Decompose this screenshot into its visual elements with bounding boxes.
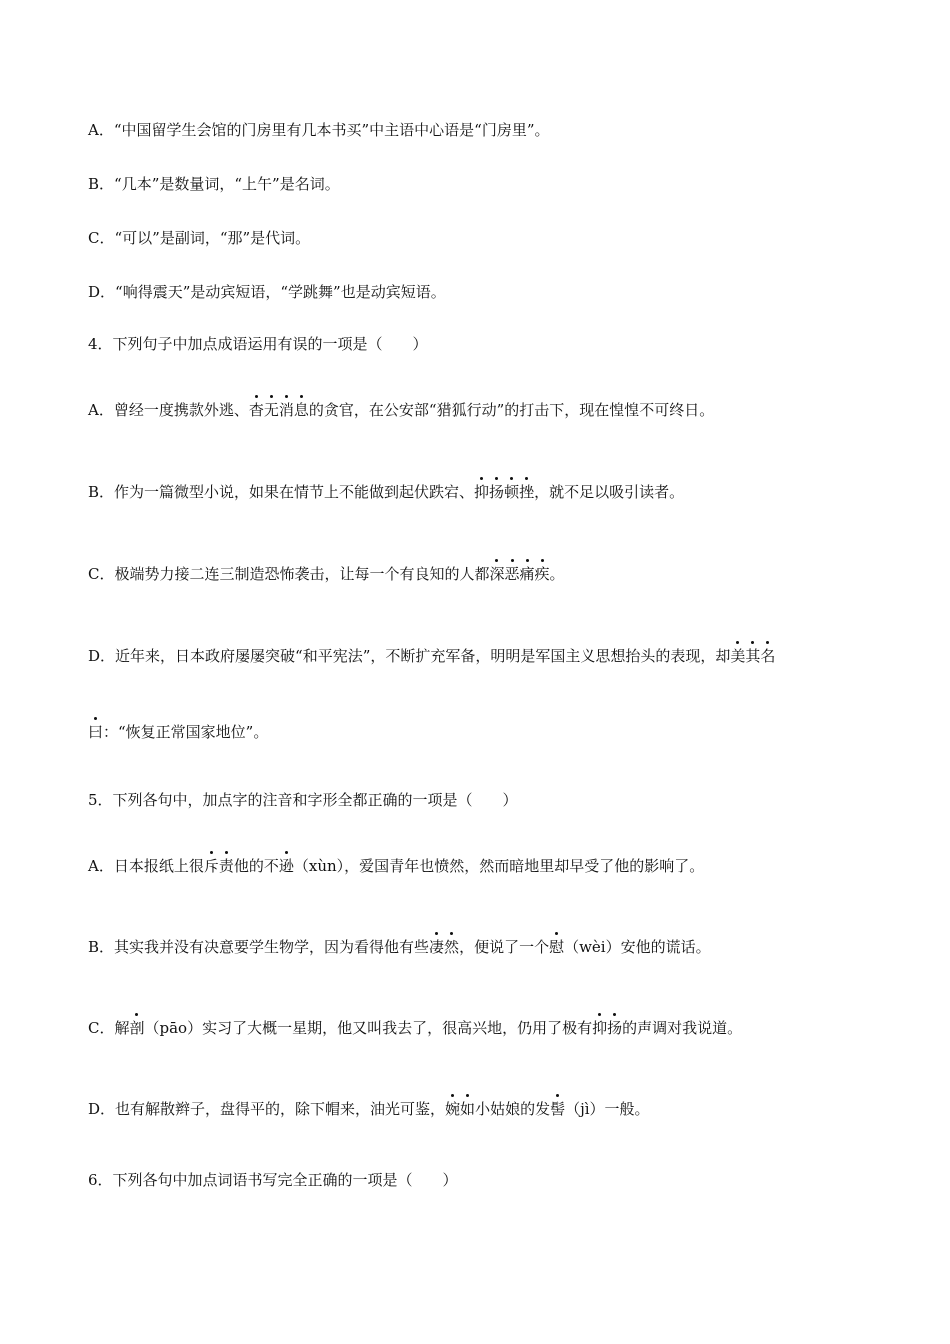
emphasis-char: 抑 <box>592 1019 608 1037</box>
q3-option-b: B．“几本”是数量词，“上午”是名词。 <box>88 175 340 193</box>
emphasis-char: 深 <box>489 565 505 583</box>
q5-option-c: C．解剖（pāo）实习了大概一星期，他又叫我去了，很高兴地，仍用了极有抑扬的声调对我说道。 <box>88 1019 743 1037</box>
emphasis-char: 慰 <box>549 938 565 956</box>
q4-option-d: D．近年来，日本政府屡屡突破“和平宪法”，不断扩充军备，明明是军国主义思想抬头的表现，却美其名 <box>88 647 776 665</box>
q3-option-d: D．“响得震天”是动宾短语，“学跳舞”也是动宾短语。 <box>88 283 446 301</box>
q5-option-d: D．也有解散辫子，盘得平的，除下帽来，油光可鉴，婉如小姑娘的发髻（jì）一般。 <box>88 1100 650 1118</box>
emphasis-char: 责 <box>218 857 234 875</box>
emphasis-char: 剖 <box>129 1019 145 1037</box>
q6-stem: 6．下列各句中加点词语书写完全正确的一项是（ ） <box>88 1171 458 1189</box>
emphasis-char: 息 <box>293 401 309 419</box>
emphasis-char: 斥 <box>203 857 219 875</box>
q5-stem: 5．下列各句中，加点字的注音和字形全都正确的一项是（ ） <box>88 791 518 809</box>
emphasis-char: 名 <box>760 647 776 665</box>
emphasis-char: 挫 <box>519 483 535 501</box>
emphasis-char: 婉 <box>445 1100 461 1118</box>
q4-option-a: A．曾经一度携款外逃、杳无消息的贪官，在公安部“猎狐行动”的打击下，现在惶惶不可终日。 <box>88 401 715 419</box>
emphasis-char: 美 <box>730 647 746 665</box>
emphasis-char: 然 <box>444 938 460 956</box>
emphasis-char: 如 <box>460 1100 476 1118</box>
emphasis-char: 痛 <box>519 565 535 583</box>
emphasis-char: 杳 <box>248 401 264 419</box>
emphasis-char: 顿 <box>504 483 520 501</box>
emphasis-char: 疾 <box>534 565 550 583</box>
emphasis-char: 扬 <box>607 1019 623 1037</box>
q4-option-b: B．作为一篇微型小说，如果在情节上不能做到起伏跌宕、抑扬顿挫，就不足以吸引读者。 <box>88 483 685 501</box>
q5-option-b: B．其实我并没有决意要学生物学，因为看得他有些凄然，便说了一个慰（wèi）安他的谎话。 <box>88 938 711 956</box>
emphasis-char: 恶 <box>504 565 520 583</box>
q3-option-c: C．“可以”是副词，“那”是代词。 <box>88 229 311 247</box>
q3-option-a: A．“中国留学生会馆的门房里有几本书买”中主语中心语是“门房里”。 <box>88 121 550 139</box>
q5-option-a: A．日本报纸上很斥责他的不逊（xùn），爱国青年也愤然，然而暗地里却早受了他的影响了。 <box>88 857 705 875</box>
q4-option-d-continued: 曰：“恢复正常国家地位”。 <box>88 723 269 741</box>
emphasis-char: 抑 <box>474 483 490 501</box>
q4-option-c: C．极端势力接二连三制造恐怖袭击，让每一个有良知的人都深恶痛疾。 <box>88 565 565 583</box>
emphasis-char: 消 <box>278 401 294 419</box>
emphasis-char: 无 <box>263 401 279 419</box>
emphasis-char: 曰 <box>88 723 104 741</box>
emphasis-char: 髻 <box>550 1100 566 1118</box>
q4-stem: 4．下列句子中加点成语运用有误的一项是（ ） <box>88 335 428 353</box>
emphasis-char: 凄 <box>429 938 445 956</box>
emphasis-char: 其 <box>745 647 761 665</box>
emphasis-char: 扬 <box>489 483 505 501</box>
emphasis-char: 逊 <box>278 857 294 875</box>
